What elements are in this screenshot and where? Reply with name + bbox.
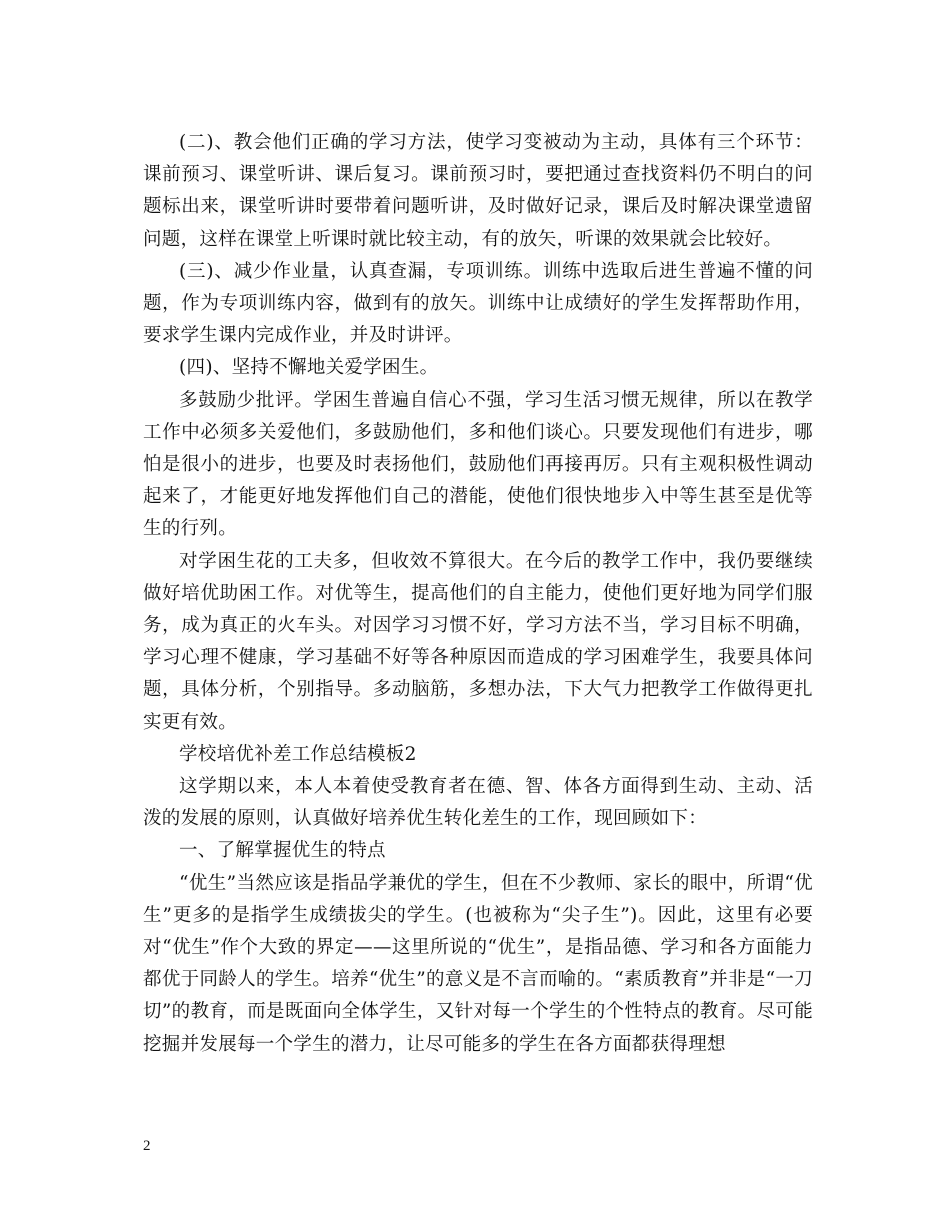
document-body <box>143 127 813 1061</box>
paragraph-intro: 这学期以来，本人本着使受教育者在德、智、体各方面得到生动、主动、活泼的发展的原则，认真做好培养优生转化差生的工作，现回顾如下： <box>143 776 813 830</box>
paragraph-care-heading: (四)、坚持不懈地关爱学困生。 <box>179 357 439 379</box>
paragraph-homework: (三)、减少作业量，认真查漏，专项训练。训练中选取后进生普遍不懂的问题，作为专项训练内容，做到有的放矢。训练中让成绩好的学生发挥帮助作用，要求学生课内完成作业，并及时讲评。 <box>143 260 813 347</box>
paragraph-encourage: 多鼓励少批评。学困生普遍自信心不强，学习生活习惯无规律，所以在教学工作中必须多关爱他们，多鼓励他们，多和他们谈心。只要发现他们有进步，哪怕是很小的进步，也要及时表扬他们，鼓励他们再接再厉。只有主观积极性调动起来了，才能更好地发挥他们自己的潜能，使他们很快地步入中等生甚至是优等生的行列。 <box>143 389 813 540</box>
paragraph-top-students: “优生”当然应该是指品学兼优的学生，但在不少教师、家长的眼中，所谓“优生”更多的是指学生成绩拔尖的学生。(也被称为“尖子生”)。因此，这里有必要对“优生”作个大致的界定——这里所说的“优生”，是指品德、学习和各方面能力都优于同龄人的学生。培养“优生”的意义是不言而喻的。“素质教育”并非是“一刀切”的教育，而是既面向全体学生，又针对每一个学生的个性特点的教育。尽可能挖掘并发展每一个学生的潜力，让尽可能多的学生在各方面都获得理想 <box>143 872 813 1055</box>
section-heading-1: 一、了解掌握优生的特点 <box>179 840 386 862</box>
page-number: 2 <box>143 1138 151 1154</box>
paragraph-method: (二)、教会他们正确的学习方法，使学习变被动为主动，具体有三个环节：课前预习、课堂听讲、课后复习。课前预习时，要把通过查找资料仍不明白的问题标出来，课堂听讲时要带着问题听讲，及时做好记录，课后及时解决课堂遗留问题，这样在课堂上听课时就比较主动，有的放矢，听课的效果就会比较好。 <box>143 132 813 250</box>
paragraph-outlook: 对学困生花的工夫多，但收效不算很大。在今后的教学工作中，我仍要继续做好培优助困工作。对优等生，提高他们的自主能力，使他们更好地为同学们服务，成为真正的火车头。对因学习习惯不好，学习方法不当，学习目标不明确，学习心理不健康，学习基础不好等各种原因而造成的学习困难学生，我要具体问题，具体分析，个别指导。多动脑筋，多想办法，下大气力把教学工作做得更扎实更有效。 <box>143 550 813 733</box>
section-title-template-2: 学校培优补差工作总结模板2 <box>179 743 417 765</box>
